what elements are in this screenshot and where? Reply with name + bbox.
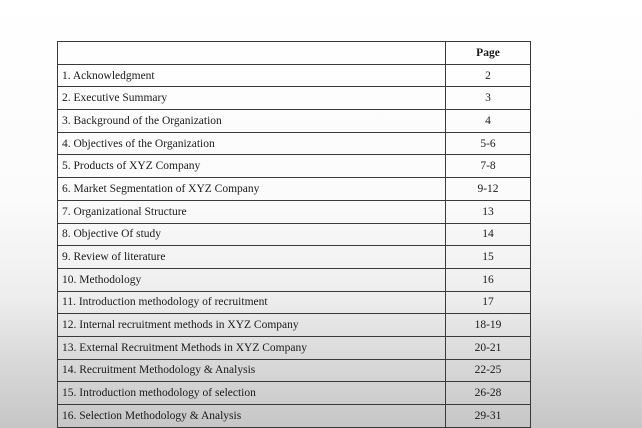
table-row <box>58 87 531 110</box>
entry-page: 20-21 <box>446 336 531 359</box>
entry-title: 14. Recruitment Methodology & Analysis <box>58 359 446 382</box>
entry-title: 12. Internal recruitment methods in XYZ Company <box>58 314 446 337</box>
entry-page: 13 <box>446 200 531 223</box>
table-row <box>58 405 531 428</box>
entry-page: 3 <box>446 87 531 110</box>
entry-title: 4. Objectives of the Organization <box>58 132 446 155</box>
entry-title: 2. Executive Summary <box>58 87 446 110</box>
entry-page: 4 <box>446 110 531 133</box>
entry-title: 13. External Recruitment Methods in XYZ Company <box>58 336 446 359</box>
table-row <box>58 200 531 223</box>
table-row <box>58 223 531 246</box>
entry-page: 17 <box>446 291 531 314</box>
entry-page: 2 <box>446 64 531 87</box>
title-column-header <box>58 42 446 65</box>
entry-title: 16. Selection Methodology & Analysis <box>58 405 446 428</box>
entry-page: 18-19 <box>446 314 531 337</box>
entry-title: 9. Review of literature <box>58 246 446 269</box>
entry-page: 9-12 <box>446 178 531 201</box>
table-row <box>58 359 531 382</box>
table-row <box>58 246 531 269</box>
page-column-header: Page <box>446 42 531 65</box>
entry-page: 16 <box>446 268 531 291</box>
entry-title: 1. Acknowledgment <box>58 64 446 87</box>
table-row <box>58 132 531 155</box>
entry-title: 3. Background of the Organization <box>58 110 446 133</box>
table-row <box>58 110 531 133</box>
entry-title: 15. Introduction methodology of selection <box>58 382 446 405</box>
entry-title: 7. Organizational Structure <box>58 200 446 223</box>
table-row <box>58 155 531 178</box>
entry-title: 11. Introduction methodology of recruitment <box>58 291 446 314</box>
entry-page: 22-25 <box>446 359 531 382</box>
table-of-contents <box>57 41 531 428</box>
table-row <box>58 64 531 87</box>
table-header-row <box>58 42 531 65</box>
table-row <box>58 336 531 359</box>
table-row <box>58 291 531 314</box>
table-row <box>58 268 531 291</box>
entry-page: 26-28 <box>446 382 531 405</box>
entry-page: 15 <box>446 246 531 269</box>
entry-page: 14 <box>446 223 531 246</box>
table-row <box>58 382 531 405</box>
entry-page: 7-8 <box>446 155 531 178</box>
entry-page: 29-31 <box>446 405 531 428</box>
entry-title: 10. Methodology <box>58 268 446 291</box>
entry-page: 5-6 <box>446 132 531 155</box>
entry-title: 5. Products of XYZ Company <box>58 155 446 178</box>
table-row <box>58 178 531 201</box>
entry-title: 8. Objective Of study <box>58 223 446 246</box>
entry-title: 6. Market Segmentation of XYZ Company <box>58 178 446 201</box>
table-row <box>58 314 531 337</box>
